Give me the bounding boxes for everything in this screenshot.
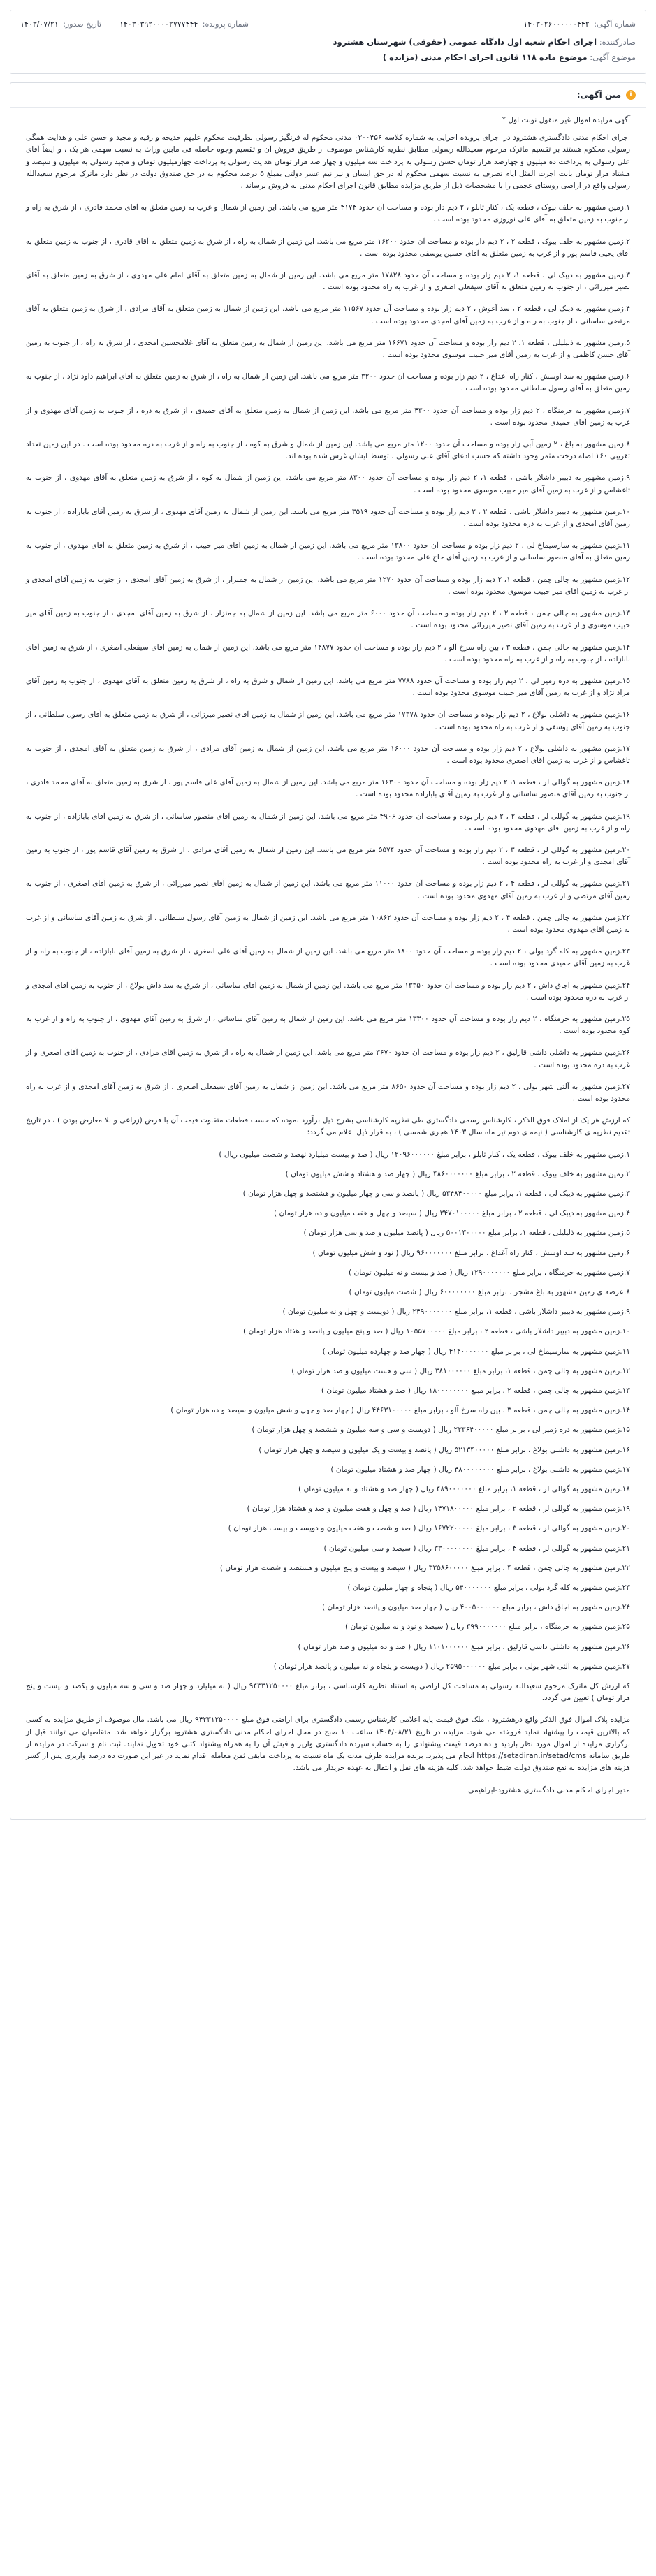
plot-item: ۱۴.زمین مشهور به چالی چمن ، قطعه ۳ ، بین راه سرخ آلو ، ۲ دیم زار بوده و مساحت آن حدود ۱۴۸۷۷ متر مربع می باشد. این زمین از شمال به زمین آقای سیفعلی اصغری ، از شرق به زمین آقای بابازاده ، از جنوب به راه و از غرب به راه محدود بوده است .: [26, 643, 631, 664]
case-number: [119, 17, 249, 31]
info-icon: i: [626, 90, 636, 100]
plot-item: ۲۰.زمین مشهور به گوللی لر ، قطعه ۳ ، ۲ دیم زار بوده و مساحت آن حدود ۵۵۷۴ متر مربع می باشد. این زمین از شمال به زمین آقای مرادی ، از شرق به زمین آقای قاسم پور ، از جنوب به زمین آقای امجدی و از غرب به راه محدود بوده است .: [26, 845, 630, 867]
appraisal-item: ۱۱.زمین مشهور به سارسیماخ لی ، برابر مبلغ ۴۱۴۰۰۰۰۰۰۰ ریال ( چهار صد و چهارده میلیون تومان ): [322, 1347, 630, 1356]
plot-item: ۱۱.زمین مشهور به سارسیماخ لی ، ۲ دیم زار بوده و مساحت آن حدود ۱۳۸۰۰ متر مربع می باشد. این زمین از شمال به زمین آقای میر حبیب ، از شرق به زمین متعلق به آقای مهدوی ، از جنوب به زمین متعلق به آقای منصور ساسانی و از غرب به زمین آقای حاج علی محدود بوده است .: [26, 541, 631, 562]
appraisal-item: ۱۶.زمین مشهور به داشلی بولاغ ، برابر مبلغ ۵۲۱۳۴۰۰۰۰۰ ریال ( پانصد و بیست و یک میلیون و سیصد و چهل هزار تومان ): [258, 1445, 630, 1454]
auction-conditions: مزایده پلاک اموال فوق الذکر واقع درهشترود ، ملک فوق قیمت پایه اعلامی کارشناس رسمی دادگستری برای اراضی فوق مبلغ ۹۴۳۳۱۲۵۰۰۰۰ ریال می باشد. مال موصوف از طریق مزایده به کسی که بالاترین قیمت را پیشنهاد نماید فروخته می شود. مزایده در تاریخ ۱۴۰۳/۰۸/۲۱ ساعت ۱۰ صبح در محل اجرای احکام مدنی دادگستری هشترود برگزار خواهد شد. متقاضیان می توانند قبل از برگزاری مزایده از اموال مورد نظر بازدید و ده درصد قیمت پیشنهادی را به حساب سپرده دادگستری واریز و فیش آن را به همراه پیشنهاد کتبی خود تحویل نمایند. ثبت نام و شرکت در مزایده از طریق سامانه https://setadiran.ir/setad/cms انجام می پذیرد. برنده مزایده ظرف مدت یک ماه نسبت به پرداخت مابقی ثمن معامله اقدام نماید در غیر این صورت ده درصد واریزی پس از کسر هزینه های مزایده به نفع صندوق دولت ضبط خواهد شد. کلیه هزینه های نقل و انتقال به عهده خریدار می باشد.: [26, 1715, 631, 1773]
notice-section: [10, 82, 646, 1820]
case-number-value: ۱۴۰۳۰۳۹۲۰۰۰۰۲۷۷۷۴۴۴: [119, 20, 198, 29]
plot-item: ۲۶.زمین مشهور به داشلی داشی قارلیق ، ۲ دیم زار بوده و مساحت آن حدود ۳۶۷۰ متر مربع می باشد. این زمین از شمال به راه ، از شرق به زمین آقای مرادی ، از جنوب به زمین آقای اصغری و از غرب به دره محدود بوده است .: [26, 1048, 630, 1069]
appraisal-item: ۲.زمین مشهور به خلف بیوک ، قطعه ۲ ، برابر مبلغ ۴۸۶۰۰۰۰۰۰۰ ریال ( چهار صد و هشتاد و شش میلیون تومان ): [285, 1169, 630, 1178]
subject-value: موضوع ماده ۱۱۸ قانون اجرای احکام مدنی (مزایده ): [382, 52, 588, 62]
appraisal-item: ۲۰.زمین مشهور به گوللی لر ، قطعه ۳ ، برابر مبلغ ۱۶۷۲۲۰۰۰۰۰ ریال ( صد و شصت و هفت میلیون و دویست و بیست هزار تومان ): [228, 1524, 630, 1533]
appraisal-item: ۱۲.زمین مشهور به چالی چمن ، قطعه ۱، برابر مبلغ ۳۸۱۰۰۰۰۰۰ ریال ( سی و هشت میلیون و صد هزار تومان ): [291, 1366, 630, 1375]
appraisal-item: ۶.زمین مشهور به سد اوسش ، کنار راه آغداغ ، برابر مبلغ ۹۶۰۰۰۰۰۰۰ ریال ( نود و شش میلیون تومان ): [312, 1248, 630, 1257]
appraisal-item: ۱۷.زمین مشهور به داشلی بولاغ ، برابر مبلغ ۴۸۰۰۰۰۰۰۰۰ ریال ( چهار صد و هشتاد میلیون تومان ): [330, 1465, 630, 1474]
plot-item: ۷.زمین مشهور به خرمنگاه ، ۲ دیم زار بوده و مساحت آن حدود ۴۳۰۰ متر مربع می باشد. این زمین از شمال به زمین متعلق به آقای حمیدی ، از شرق به دره ، از جنوب به زمین آقای مهدوی و از غرب به زمین آقای حمیدی محدود بوده است .: [26, 406, 631, 427]
signature: مدیر اجرای احکام مدنی دادگستری هشترود-ابراهیمی: [468, 1785, 630, 1794]
appraisal-item: ۱۵.زمین مشهور به دره زمیر لی ، برابر مبلغ ۲۳۳۶۴۰۰۰۰۰ ریال ( دویست و سی و سه میلیون و ششصد و چهل هزار تومان ): [252, 1426, 630, 1435]
plot-item: ۵.زمین مشهور به ذلیلیلی ، قطعه ۱، ۲ دیم زار بوده و مساحت آن حدود ۱۶۶۷۱ متر مربع می باشد. این زمین از شمال به زمین متعلق به آقای غلامحسین امجدی ، از شرق به راه ، از جنوب به زمین آقای حسن کاظمی و از غرب به زمین آقای میر حبیب موسوی محدود بوده است .: [26, 338, 631, 360]
ad-number-value: ۱۴۰۳۰۲۶۰۰۰۰۰۰۴۴۲: [523, 20, 590, 29]
appraisal-item: ۲۷.زمین مشهور به آلتی شهر بولی ، برابر مبلغ ۲۵۹۵۰۰۰۰۰۰ ریال ( دویست و پنجاه و نه میلیون و پانصد هزار تومان ): [273, 1662, 630, 1671]
appraisals-list: [26, 1149, 630, 1673]
notice-text: [10, 108, 646, 1819]
plot-item: ۲۴.زمین مشهور به اجاق داش ، ۲ دیم زار بوده و مساحت آن حدود ۱۳۳۵۰ متر مربع می باشد. این زمین از شمال به زمین آقای ساسانی ، از شرق به سد داش بولاغ ، از جنوب به زمین آقای امجدی و از غرب به دره محدود بوده است .: [26, 981, 631, 1002]
issue-date: [20, 17, 101, 31]
plot-item: ۱۵.زمین مشهور به دره زمیر لی ، ۲ دیم زار بوده و مساحت آن حدود ۷۷۸۸ متر مربع می باشد. این زمین از شمال و شرق به راه ، از شرق به زمین متعلق به آقای مهدوی ، از جنوب به زمین آقای مراد نژاد و از غرب به زمین آقای میر حبیب موسوی محدود بوده است .: [26, 676, 630, 698]
plot-item: ۱۲.زمین مشهور به چالی چمن ، قطعه ۱، ۲ دیم زار بوده و مساحت آن حدود ۱۲۷۰ متر مربع می باشد. این زمین از شمال به جمنزار ، از شرق به زمین آقای امجدی ، از جنوب به زمین آقای امجدی و از غرب به زمین آقای میر حبیب موسوی محدود بوده است .: [26, 575, 630, 596]
issue-date-label: تاریخ صدور:: [63, 20, 102, 29]
subject-line: [20, 50, 636, 65]
appraisal-item: ۱۸.زمین مشهور به گوللی لر ، قطعه ۱، برابر مبلغ ۴۸۹۰۰۰۰۰۰۰ ریال ( چهار صد و هشتاد و نه میلیون تومان ): [298, 1485, 630, 1494]
plot-item: ۱۶.زمین مشهور به داشلی بولاغ ، ۲ دیم زار بوده و مساحت آن حدود ۱۷۳۷۸ متر مربع می باشد. این زمین از شمال به زمین آقای نصیر میرزائی ، از شرق به زمین متعلق به آقای رسول سلطانی ، از جنوب به زمین آقای یوسفی و از غرب به راه محدود بوده است .: [26, 710, 630, 731]
plot-item: ۲۳.زمین مشهور به کله گرد بولی ، ۲ دیم زار بوده و مساحت آن حدود ۱۸۰۰ متر مربع می باشد. این زمین از شمال به زمین آقای علی اصغری ، از شرق به زمین آقای بابازاده ، از جنوب به راه و از غرب به زمین آقای حمیدی محدود بوده است .: [26, 947, 630, 968]
issuer-label: صادرکننده:: [599, 37, 636, 47]
issue-date-value: ۱۴۰۳/۰۷/۲۱: [20, 20, 59, 29]
plot-item: ۱۷.زمین مشهور به داشلی بولاغ ، ۲ دیم زار بوده و مساحت آن حدود ۱۶۰۰۰ متر مربع می باشد. این زمین از شمال به زمین آقای مرادی ، از شرق به زمین متعلق به آقای امجدی ، از جنوب به تاغشاس و از غرب به زمین آقای اصغری محدود بوده است .: [26, 744, 630, 765]
notice-section-header: [10, 83, 646, 108]
ad-number: [523, 17, 636, 31]
total-value: که ارزش کل ماترک مرحوم سعیدالله رسولی به مساحت کل اراضی به استناد نظریه کارشناسی ، برابر مبلغ ۹۴۳۳۱۲۵۰۰۰۰ ریال ( نه میلیارد و چهار صد و سی و سه میلیون و یکصد و بیست و پنج هزار تومان ) تعیین می گردد.: [26, 1682, 630, 1703]
plot-item: ۲۵.زمین مشهور به خرمنگاه ، ۲ دیم زار بوده و مساحت آن حدود ۱۳۳۰۰ متر مربع می باشد. این زمین از شمال به زمین آقای ساسانی ، از شرق به زمین آقای مهدوی ، از جنوب به راه و از غرب به کوه محدود بوده است .: [26, 1014, 630, 1036]
plot-item: ۱۸.زمین مشهور به گوللی لر ، قطعه ۱، ۲ دیم زار بوده و مساحت آن حدود ۱۶۳۰۰ متر مربع می باشد. این زمین از شمال به زمین آقای علی قاسم پور ، از شرق به زمین متعلق به آقای محمد قادری ، از جنوب به زمین آقای منصور ساسانی و از غرب به زمین آقای بابازاده محدود بوده است .: [26, 778, 630, 799]
appraisal-item: ۵.زمین مشهور به ذلیلیلی ، قطعه ۱، برابر مبلغ ۵۰۰۱۳۰۰۰۰۰ ریال ( پانصد میلیون و صد و سی هزار تومان ): [303, 1229, 630, 1238]
notice-section-title: متن آگهی:: [576, 90, 621, 100]
appraisal-item: ۱۴.زمین مشهور به چالی چمن ، قطعه ۳ ، بین راه سرخ آلو ، برابر مبلغ ۴۴۶۳۱۰۰۰۰۰ ریال ( چهار صد و چهل و شش میلیون و سیصد و ده هزار تومان ): [170, 1406, 630, 1415]
appraisal-item: ۲۴.زمین مشهور به اجاق داش ، برابر مبلغ ۴۰۰۵۰۰۰۰۰۰ ریال ( چهار صد میلیون و پانصد هزار تومان ): [321, 1603, 630, 1612]
ad-number-label: شماره آگهی:: [594, 20, 636, 29]
ad-header: [10, 10, 646, 74]
case-number-label: شماره پرونده:: [202, 20, 249, 29]
plot-item: ۲۱.زمین مشهور به گوللی لر ، قطعه ۴ ، ۲ دیم زار بوده و مساحت آن حدود ۱۱۰۰۰ متر مربع می باشد. این زمین از شمال به زمین آقای نصیر میرزائی ، از شرق به زمین آقای اصغری ، از جنوب به زمین آقای مرتضی و از غرب به زمین آقای مهدوی محدود بوده است .: [26, 879, 631, 900]
plot-item: ۱۹.زمین مشهور به گوللی لر ، قطعه ۲ ، ۲ دیم زار بوده و مساحت آن حدود ۴۹۰۶ متر مربع می باشد. این زمین از شمال به زمین آقای منصور ساسانی ، از شرق به زمین آقای بابازاده ، از جنوب به راه و از غرب به زمین آقای مهدوی محدود بوده است .: [26, 812, 630, 833]
plot-item: ۲۲.زمین مشهور به چالی چمن ، قطعه ۴ ، ۲ دیم زار بوده و مساحت آن حدود ۱۰۸۶۲ متر مربع می باشد. این زمین از شمال به زمین آقای رسول سلطانی ، از شرق به زمین آقای ساسانی و از غرب به زمین آقای مهدوی محدود بوده است .: [26, 913, 631, 934]
notice-heading: آگهی مزایده اموال غیر منقول نوبت اول *: [502, 116, 630, 124]
plot-item: ۸.زمین مشهور به باغ ، ۲ زمین آبی زار بوده و مساحت آن حدود ۱۲۰۰ متر مربع می باشد. این زمین از شمال و شرق به کوه ، از جنوب به راه و از غرب به دره محدود بوده است . در این زمین تعداد تقریبی ۱۶۰ اصله درخت مثمر وجود داشته که حسب ادعای آقای علی رسولی ، توسط ایشان غرس شده بوده اند.: [26, 440, 630, 461]
appraisal-item: ۲۳.زمین مشهور به کله گرد بولی ، برابر مبلغ ۵۴۰۰۰۰۰۰۰ ریال ( پنجاه و چهار میلیون تومان ): [347, 1583, 630, 1593]
appraisal-item: ۹.زمین مشهور به دبیبر داشلار باشی ، قطعه ۱، برابر مبلغ ۲۴۹۰۰۰۰۰۰۰ ریال ( دویست و چهل و نه میلیون تومان ): [282, 1308, 630, 1317]
appraisal-item: ۱۰.زمین مشهور به دبیبر داشلار باشی ، قطعه ۲ ، برابر مبلغ ۱۰۵۵۷۰۰۰۰۰ ریال ( صد و پنج میلیون و پانصد و هفتاد هزار تومان ): [242, 1327, 630, 1336]
plot-item: ۱۳.زمین مشهور به چالی چمن ، قطعه ۲ ، ۲ دیم زار بوده و مساحت آن حدود ۶۰۰۰ متر مربع می باشد. این زمین از شمال به جمنزار ، از شرق به زمین آقای امجدی ، از جنوب به زمین آقای میر حبیب موسوی و از غرب به زمین آقای نصیر میرزائی محدود بوده است .: [26, 609, 630, 630]
plots-list: [26, 202, 630, 1105]
plot-item: ۱.زمین مشهور به خلف بیوک ، قطعه یک ، کنار تابلو ، ۲ دیم دار بوده و مساحت آن حدود ۴۱۷۴ متر مربع می باشد. این زمین از شمال و غرب به زمین متعلق به آقای محمد قادری ، از شرق به راه و از جنوب به زمین متعلق به آقای علی نوروزی محدود بوده است .: [26, 203, 630, 224]
notice-intro: اجرای احکام مدنی دادگستری هشترود در اجرای پرونده اجرایی به شماره کلاسه ۰۳۰۰۴۵۶ مدنی محکوم له فرنگیز رسولی بطرفیت محکوم علیهم خدیجه و رقیه و مجید و حسن علی و هدایت همگی رسولی محکوم هستند بر تقسیم ماترک مرحوم سعیدالله رسولی مطابق نظریه کارشناس موصوف از طریق فروش آن و تقسیم وجوه حاصله فی مابین وراث به نسبت سهمی هر یک ، و ایضاً آقای علی رسولی به پرداخت ده میلیون و چهارصد هزار تومان حسن رسولی به پرداخت سه میلیون و چهار صد هزار تومان هدایت رسولی به پرداخت چهارمیلیون تومان و مجید رسولی به میلیون و سیصد و هشتاد هزار تومان بابت اجرت المثل ایام تصرف به نسبت سهمی محکوم له در حق ایشان و نیز نیم عشر دولتی بمبلغ ۵ درصد محکوم به در حق صندوق دولت در نظر دارد ماترک مرحوم سعیدالله رسولی واقع در اراضی روستای عجمی را با مشخصات ذیل از طریق مزایده مطابق قانون اجرای احکام مدنی به فروش برساند .: [26, 133, 630, 191]
appraisal-item: ۱۹.زمین مشهور به گوللی لر ، قطعه ۲ ، برابر مبلغ ۱۴۷۱۸۰۰۰۰۰ ریال ( صد و چهل و هفت میلیون و صد و هشتاد هزار تومان ): [247, 1505, 630, 1514]
plot-item: ۴.زمین مشهور به دیبک لی ، قطعه ۲ ، سد آغوش ، ۲ دیم زار بوده و مساحت آن حدود ۱۱۵۶۷ متر مربع می باشد. این زمین از شمال به زمین متعلق به آقای مرادی ، از شرق به زمین متعلق به آقای مرتضی ساسانی ، از جنوب به راه و از غرب به زمین آقای امجدی محدود بوده است .: [26, 305, 630, 325]
subject-label: موضوع آگهی:: [590, 52, 636, 62]
plot-item: ۱۰.زمین مشهور به دبیبر داشلار باشی ، قطعه ۲ ، ۲ دیم زار بوده و مساحت آن حدود ۳۵۱۹ متر مربع می باشد. این زمین از شمال به زمین آقای مهدوی ، از شرق به زمین آقای بابازاده ، از جنوب به زمین آقای امجدی و از غرب به دره محدود بوده است .: [26, 507, 630, 529]
appraisal-item: ۲۶.زمین مشهور به داشلی داشی قارلیق ، برابر مبلغ ۱۱۰۱۰۰۰۰۰۰ ریال ( صد و ده میلیون و صد هزار تومان ): [298, 1642, 630, 1651]
appraisal-item: ۳.زمین مشهور به دیبک لی ، قطعه ۱، برابر مبلغ ۵۳۴۸۴۰۰۰۰۰ ریال ( پانصد و سی و چهار میلیون و هشتصد و چهل هزار تومان ): [242, 1190, 630, 1198]
appraisal-item: ۸.عرصه ی زمین مشهور به باغ مشجر ، برابر مبلغ ۶۰۰۰۰۰۰۰۰ ریال ( شصت میلیون تومان ): [349, 1288, 630, 1297]
ad-meta-row: [20, 17, 636, 31]
issuer-line: [20, 34, 636, 50]
appraisal-item: ۷.زمین مشهور به خرمنگاه ، برابر مبلغ ۱۲۹۰۰۰۰۰۰۰ ریال ( صد و بیست و نه میلیون تومان ): [349, 1268, 630, 1277]
plot-item: ۲.زمین مشهور به خلف بیوک ، قطعه ۲ ، ۲ دیم دار بوده و مساحت آن حدود ۱۶۲۰۰ متر مربع می باشد. این زمین از شمال به راه ، از شرق به زمین متعلق به آقای قادری ، از جنوب به زمین متعلق به آقای یحیی قاسم پور و از غرب به زمین متعلق به آقای حسین یوسفی محدود بوده است .: [26, 237, 630, 258]
appraisal-item: ۲۲.زمین مشهور به چالی چمن ، قطعه ۴ ، برابر مبلغ ۳۲۵۸۶۰۰۰۰۰ ریال ( سیصد و بیست و پنج میلیون و هشتصد و شصت هزار تومان ): [219, 1563, 630, 1572]
appraisal-item: ۴.زمین مشهور به دیبک لی ، قطعه ۲ ، برابر مبلغ ۳۴۷۰۱۰۰۰۰۰ ریال ( سیصد و چهل و هفت میلیون و ده هزار تومان ): [273, 1209, 630, 1218]
appraisal-item: ۲۵.زمین مشهور به خرمنگاه ، برابر مبلغ ۳۹۹۰۰۰۰۰۰۰ ریال ( سیصد و نود و نه میلیون تومان ): [344, 1623, 630, 1632]
plot-item: ۲۷.زمین مشهور به آلتی شهر بولی ، ۲ دیم زار بوده و مساحت آن حدود ۸۶۵۰ متر مربع می باشد. این زمین از شمال به زمین آقای سیفعلی اصغری ، از شرق به زمین آقای امجدی و از غرب به راه محدود بوده است .: [26, 1082, 631, 1103]
plot-item: ۹.زمین مشهور به دبیبر داشلار باشی ، قطعه ۱، ۲ دیم زار بوده و مساحت آن حدود ۸۳۰۰ متر مربع می باشد. این زمین از شمال به کوه ، از شرق به زمین متعلق به آقای مهدوی ، از جنوب به تاغشاس و از غرب به زمین آقای میر حبیب موسوی محدود بوده است .: [26, 474, 630, 495]
plot-item: ۳.زمین مشهور به دیبک لی ، قطعه ۱، ۲ دیم زار بوده و مساحت آن حدود ۱۷۸۲۸ متر مربع می باشد. این زمین از شمال به زمین متعلق به آقای امام علی مهدوی ، از شرق به زمین متعلق به آقای نصیر میرزائی ، از جنوب به زمین متعلق به آقای سیفعلی اصغری و از غرب به راه محدود بوده است .: [26, 271, 630, 292]
valuation-intro: که ارزش هر یک از املاک فوق الذکر ، کارشناس رسمی دادگستری طی نظریه کارشناسی بشرح ذیل برآورد نموده که حسب قطعات متفاوت قیمت آن با فرض (زراعی و بلا معارض بودن ) ، در تاریخ تقدیم نظریه ی کارشناسی ( نیمه ی دوم تیر ماه سال ۱۴۰۳ هجری شمسی ) ، به قرار ذیل اعلام می گردد:: [26, 1116, 630, 1137]
appraisal-item: ۱.زمین مشهور به خلف بیوک ، قطعه یک ، کنار تابلو ، برابر مبلغ ۱۲۰۹۶۰۰۰۰۰۰ ریال ( صد و بیست میلیارد نهصد و شصت میلیون ریال ): [219, 1150, 630, 1159]
plot-item: ۶.زمین مشهور به سد اوسش ، کنار راه آغداغ ، ۲ دیم زار بوده و مساحت آن حدود ۳۲۰۰ متر مربع می باشد. این زمین از شمال به راه ، از شرق به زمین متعلق به آقای ابراهیم داود نژاد ، از جنوب به زمین متعلق به آقای رسول سلطانی محدود بوده است .: [26, 372, 630, 393]
issuer-value: اجرای احکام شعبه اول دادگاه عمومی (حقوقی) شهرستان هشترود: [333, 37, 597, 47]
appraisal-item: ۱۳.زمین مشهور به چالی چمن ، قطعه ۲ ، برابر مبلغ ۱۸۰۰۰۰۰۰۰۰ ریال ( صد و هشتاد میلیون تومان ): [321, 1386, 630, 1396]
appraisal-item: ۲۱.زمین مشهور به گوللی لر ، قطعه ۴ ، برابر مبلغ ۳۳۰۰۰۰۰۰۰۰ ریال ( سیصد و سی میلیون تومان ): [323, 1544, 630, 1553]
